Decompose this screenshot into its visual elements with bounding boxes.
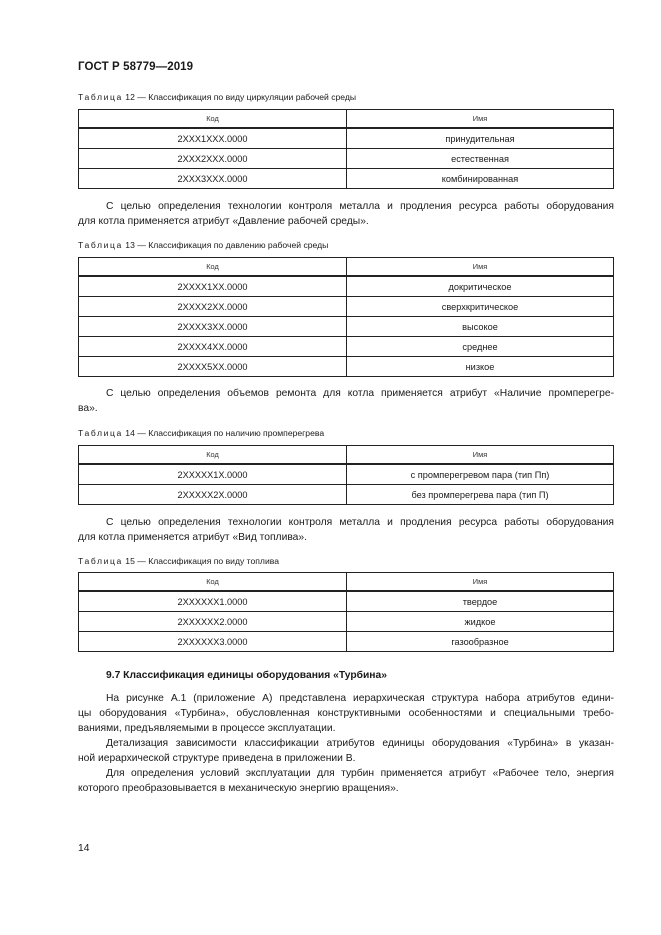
paragraph-line: Для определения условий эксплуатации для турбин применяется атрибут «Рабочее тело, энергия	[106, 768, 614, 779]
cell-code: 2XXXXX2X.0000	[79, 485, 347, 505]
table-row	[79, 337, 614, 357]
cell-name: естественная	[347, 149, 614, 169]
column-header-name: Имя	[347, 573, 614, 592]
column-header-code: Код	[79, 573, 347, 592]
paragraph-line: для котла применяется атрибут «Давление рабочей среды».	[78, 216, 369, 227]
table-caption-text: 15 — Классификация по виду топлива	[122, 556, 279, 566]
cell-code: 2XXXX5XX.0000	[79, 357, 347, 377]
cell-name: высокое	[347, 317, 614, 337]
paragraph-line: С целью определения технологии контроля металла и продления ресурса работы оборудования	[106, 517, 614, 528]
paragraph-line: для котла применяется атрибут «Вид топлива».	[78, 532, 307, 543]
table-header-row	[79, 573, 614, 592]
table-caption-text: 13 — Классификация по давлению рабочей среды	[122, 240, 329, 250]
cell-code: 2XXXXXX1.0000	[79, 591, 347, 612]
cell-name: сверхкритическое	[347, 297, 614, 317]
cell-name: твердое	[347, 591, 614, 612]
cell-name: газообразное	[347, 632, 614, 652]
paragraph-line: С целью определения технологии контроля металла и продления ресурса работы оборудования	[106, 201, 614, 212]
table-header-row	[79, 446, 614, 465]
table-row	[79, 632, 614, 652]
cell-code: 2XXX1XXX.0000	[79, 128, 347, 149]
table-caption-text: 14 — Классификация по наличию промперегрева	[122, 428, 325, 438]
paragraph-reheat-attribute	[78, 386, 614, 416]
paragraph-pressure-attribute	[78, 199, 614, 229]
table-row	[79, 485, 614, 505]
column-header-code: Код	[79, 446, 347, 465]
paragraph-line: ва».	[78, 403, 98, 414]
paragraph-turbine-detail	[78, 736, 614, 766]
table-caption-prefix: Таблица	[78, 92, 123, 102]
paragraph-line: ваниями, предъявляемыми в процессе эксплуатации.	[78, 723, 336, 734]
paragraph-line: ной иерархической структуре приведена в приложении В.	[78, 753, 356, 764]
paragraph-line: Детализация зависимости классификации атрибутов единицы оборудования «Турбина» в указан-	[106, 738, 614, 749]
table-row	[79, 464, 614, 485]
paragraph-line: цы оборудования «Турбина», обусловленная конструктивными особенностями и специальными требо-	[78, 708, 614, 719]
paragraph-line: С целью определения объемов ремонта для котла применяется атрибут «Наличие промперегре-	[106, 388, 614, 399]
table-row	[79, 357, 614, 377]
table-row	[79, 591, 614, 612]
section-title-turbine: 9.7 Классификация единицы оборудования «Турбина»	[106, 670, 387, 681]
cell-name: низкое	[347, 357, 614, 377]
cell-code: 2XXX2XXX.0000	[79, 149, 347, 169]
cell-name: жидкое	[347, 612, 614, 632]
column-header-code: Код	[79, 258, 347, 277]
cell-code: 2XXXXX1X.0000	[79, 464, 347, 485]
table-15	[78, 572, 614, 652]
cell-code: 2XXXX4XX.0000	[79, 337, 347, 357]
cell-name: с промперегревом пара (тип Пп)	[347, 464, 614, 485]
table-header-row	[79, 258, 614, 277]
paragraph-line: На рисунке А.1 (приложение А) представлена иерархическая структура набора атрибутов едини-	[106, 693, 614, 704]
column-header-name: Имя	[347, 446, 614, 465]
cell-code: 2XXXXXX3.0000	[79, 632, 347, 652]
table-row	[79, 169, 614, 189]
cell-code: 2XXXX2XX.0000	[79, 297, 347, 317]
table-caption-text: 12 — Классификация по виду циркуляции рабочей среды	[122, 92, 357, 102]
paragraph-turbine-conditions	[78, 766, 614, 796]
table-14	[78, 445, 614, 505]
cell-name: комбинированная	[347, 169, 614, 189]
cell-code: 2XXX3XXX.0000	[79, 169, 347, 189]
table-caption-prefix: Таблица	[78, 556, 123, 566]
cell-name: докритическое	[347, 276, 614, 297]
table-header-row	[79, 110, 614, 129]
table-15-caption	[78, 556, 279, 566]
cell-code: 2XXXXXX2.0000	[79, 612, 347, 632]
paragraph-line: которого преобразовывается в механическую энергию вращения».	[78, 783, 399, 794]
table-row	[79, 276, 614, 297]
document-id-header: ГОСТ Р 58779—2019	[78, 61, 194, 73]
table-row	[79, 128, 614, 149]
cell-code: 2XXXX3XX.0000	[79, 317, 347, 337]
paragraph-turbine-structure	[78, 691, 614, 736]
table-row	[79, 612, 614, 632]
table-12	[78, 109, 614, 189]
table-13-caption	[78, 240, 328, 250]
table-14-caption	[78, 428, 324, 438]
table-12-caption	[78, 92, 356, 102]
column-header-code: Код	[79, 110, 347, 129]
table-13	[78, 257, 614, 377]
column-header-name: Имя	[347, 110, 614, 129]
cell-name: без промперегрева пара (тип П)	[347, 485, 614, 505]
table-row	[79, 149, 614, 169]
table-row	[79, 297, 614, 317]
table-row	[79, 317, 614, 337]
page-number: 14	[78, 843, 90, 854]
cell-code: 2XXXX1XX.0000	[79, 276, 347, 297]
table-caption-prefix: Таблица	[78, 428, 123, 438]
cell-name: принудительная	[347, 128, 614, 149]
cell-name: среднее	[347, 337, 614, 357]
column-header-name: Имя	[347, 258, 614, 277]
paragraph-fuel-attribute	[78, 515, 614, 545]
table-caption-prefix: Таблица	[78, 240, 123, 250]
